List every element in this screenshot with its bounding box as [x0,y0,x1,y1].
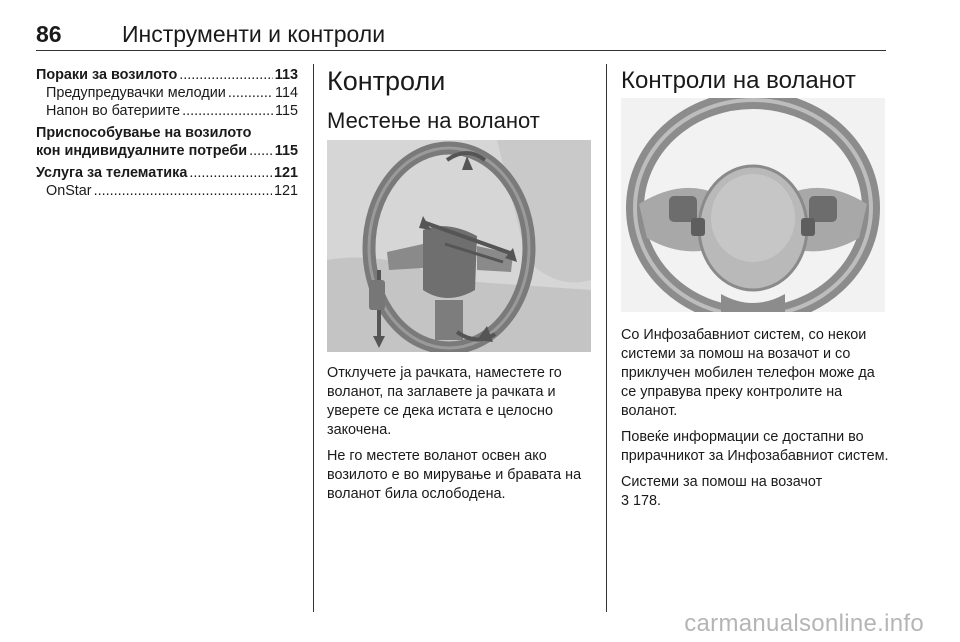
steering-wheel-adjust-image [327,140,591,352]
page-header [36,20,886,50]
page-number: 86 [36,21,62,47]
section-controls [327,64,595,136]
toc-item[interactable]: Услуга за телематика ..... 121 [36,164,298,182]
header-rule [36,50,886,51]
column-divider-2 [606,64,607,612]
paragraph: Повеќе информации се достапни во прирачникот за Инфозабавниот систем. [621,429,889,464]
page-reference-link[interactable]: 3 178. [621,493,662,509]
steering-controls-text [621,326,889,518]
toc-item[interactable]: Напон во батериите ..... 115 [36,102,298,120]
chapter-title: Инструменти и контроли [122,21,386,47]
toc-item[interactable]: OnStar ..... 121 [36,182,298,200]
column-divider-1 [313,64,314,612]
toc-item[interactable]: Приспособување на возилото кон индивидуалните потреби ..... 115 [36,124,298,160]
section-heading: Контроли на воланот [621,67,856,94]
watermark: carmanualsonline.info [684,610,924,637]
steering-wheel-image [621,98,885,312]
section-steering-controls [621,64,889,98]
section-heading: Контроли [327,66,446,96]
paragraph: Системи за помош на возачот [621,474,823,490]
table-of-contents [36,66,298,200]
paragraph: Со Инфозабавниот систем, со некои системи за помош на возачот и со приклучен мобилен телефон може да се управува преку контролите на воланот. [621,327,875,419]
steering-controls-illustration [621,98,885,312]
toc-item[interactable]: Предупредувачки мелодии ..... 114 [36,84,298,102]
subsection-heading: Местење на воланот [327,108,540,133]
paragraph: Отклучете ја рачката, наместете го воланот, па заглавете ја рачката и уверете се дека истата е целосно закочена. [327,365,562,438]
steering-adjustment-illustration [327,140,591,352]
toc-item[interactable]: Пораки за возилото ..... 113 [36,66,298,84]
paragraph: Не го местете воланот освен ако возилото е во мирување и бравата на воланот била ослободена. [327,448,582,502]
steering-adjust-text [327,364,591,511]
